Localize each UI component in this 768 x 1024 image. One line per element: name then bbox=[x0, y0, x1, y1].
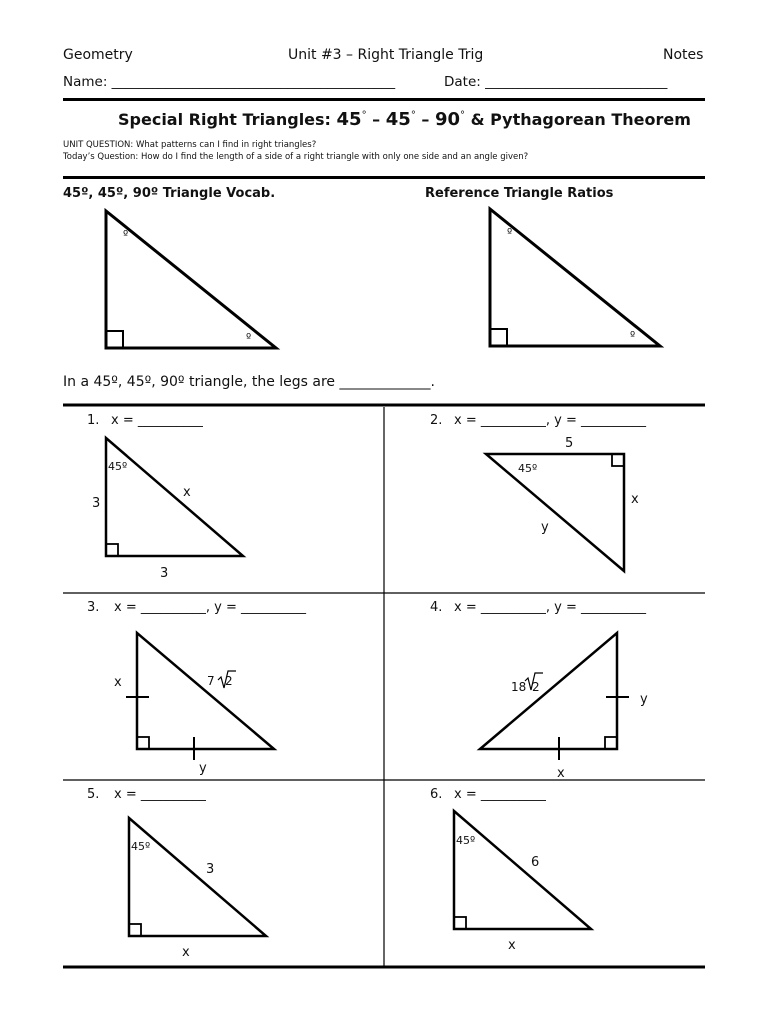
problem-1-hyp-label: x bbox=[183, 485, 191, 500]
vocab-bottom-angle-mark: º bbox=[246, 331, 252, 344]
problem-1-answer-field[interactable]: x = __________ bbox=[111, 413, 203, 428]
vocab-top-angle-mark: º bbox=[123, 228, 129, 241]
problem-4-bottom-label: x bbox=[557, 766, 565, 781]
problem-3-hyp-coefficient: 7 bbox=[207, 674, 215, 688]
problem-4-triangle bbox=[480, 633, 617, 749]
problem-4-right-label: y bbox=[640, 692, 648, 707]
problem-5-right-angle-mark bbox=[129, 924, 141, 936]
problem-5-bottom-label: x bbox=[182, 945, 190, 960]
problem-2-right-angle-mark bbox=[612, 454, 624, 466]
problem-3-bottom-label: y bbox=[199, 761, 207, 776]
vocab-triangle bbox=[106, 211, 276, 348]
problem-5-answer-field[interactable]: x = __________ bbox=[114, 787, 206, 802]
problem-4-hyp-coefficient: 18 bbox=[511, 680, 527, 694]
problem-4-hyp-radicand: 2 bbox=[532, 680, 540, 694]
unit-question: UNIT QUESTION: What patterns can I find in right triangles? bbox=[63, 140, 317, 150]
title-angle-1: 45 bbox=[336, 109, 362, 130]
problem-6-bottom-label: x bbox=[508, 938, 516, 953]
problem-5-triangle bbox=[129, 818, 266, 936]
problem-2-number: 2. bbox=[430, 413, 443, 428]
title-angle-3: 90 bbox=[434, 109, 461, 130]
problem-2-triangle bbox=[486, 454, 624, 571]
problem-3-left-label: x bbox=[114, 675, 122, 690]
problem-6-right-angle-mark bbox=[454, 917, 466, 929]
vocab-heading: 45º, 45º, 90º Triangle Vocab. bbox=[63, 186, 276, 201]
name-field[interactable]: Name: __________________________________________ bbox=[63, 74, 396, 90]
problem-1-angle-label: 45º bbox=[108, 460, 128, 473]
problem-1-number: 1. bbox=[87, 413, 100, 428]
date-field[interactable]: Date: ___________________________ bbox=[444, 74, 668, 90]
header-unit: Unit #3 – Right Triangle Trig bbox=[288, 47, 484, 63]
problem-2-answer-field[interactable]: x = __________, y = __________ bbox=[454, 413, 646, 428]
problem-3-right-angle-mark bbox=[137, 737, 149, 749]
reference-top-angle-mark: º bbox=[507, 226, 513, 239]
problem-3-triangle bbox=[137, 633, 274, 749]
problem-3-number: 3. bbox=[87, 600, 100, 615]
title-angle-2: 45 bbox=[385, 109, 411, 130]
problem-5-hyp-label: 3 bbox=[206, 862, 215, 877]
problem-6-hyp-label: 6 bbox=[531, 855, 540, 870]
reference-right-angle-mark bbox=[490, 329, 507, 346]
problem-1-leg-label: 3 bbox=[92, 496, 101, 511]
header-subject: Geometry bbox=[63, 47, 133, 63]
problem-2-top-label: 5 bbox=[565, 436, 574, 451]
problem-6-answer-field[interactable]: x = __________ bbox=[454, 787, 546, 802]
vocab-right-angle-mark bbox=[106, 331, 123, 348]
problem-6-number: 6. bbox=[430, 787, 443, 802]
title-dash-2: – bbox=[421, 110, 430, 129]
todays-question: Today’s Question: How do I find the length of a side of a right triangle with only one side and an angle given? bbox=[63, 152, 529, 162]
problem-2-right-label: x bbox=[631, 492, 639, 507]
problem-1-triangle bbox=[106, 438, 243, 556]
problem-1-base-label: 3 bbox=[160, 566, 169, 581]
problem-4-answer-field[interactable]: x = __________, y = __________ bbox=[454, 600, 646, 615]
title-text-2: & Pythagorean Theorem bbox=[470, 110, 691, 129]
problem-4-right-angle-mark bbox=[605, 737, 617, 749]
title-dash-1: – bbox=[372, 110, 381, 129]
reference-bottom-angle-mark: º bbox=[630, 329, 636, 342]
header-type: Notes bbox=[663, 47, 704, 63]
problem-6-triangle bbox=[454, 811, 591, 929]
title-degree-1: ° bbox=[361, 110, 367, 121]
title-text: Special Right Triangles: bbox=[118, 110, 331, 129]
problem-3-hyp-radicand: 2 bbox=[225, 674, 233, 688]
problem-3-answer-field[interactable]: x = __________, y = __________ bbox=[114, 600, 306, 615]
problem-1-right-angle-mark bbox=[106, 544, 118, 556]
title-degree-3: ° bbox=[460, 110, 466, 121]
problem-5-number: 5. bbox=[87, 787, 100, 802]
problem-4-number: 4. bbox=[430, 600, 443, 615]
problem-5-angle-label: 45º bbox=[131, 840, 151, 853]
problem-2-angle-label: 45º bbox=[518, 462, 538, 475]
legs-statement: In a 45º, 45º, 90º triangle, the legs are _____________. bbox=[63, 374, 435, 390]
problem-6-angle-label: 45º bbox=[456, 834, 476, 847]
reference-triangle bbox=[490, 209, 660, 346]
ratios-heading: Reference Triangle Ratios bbox=[425, 186, 614, 201]
problem-2-hyp-label: y bbox=[541, 520, 549, 535]
title-degree-2: ° bbox=[410, 110, 416, 121]
